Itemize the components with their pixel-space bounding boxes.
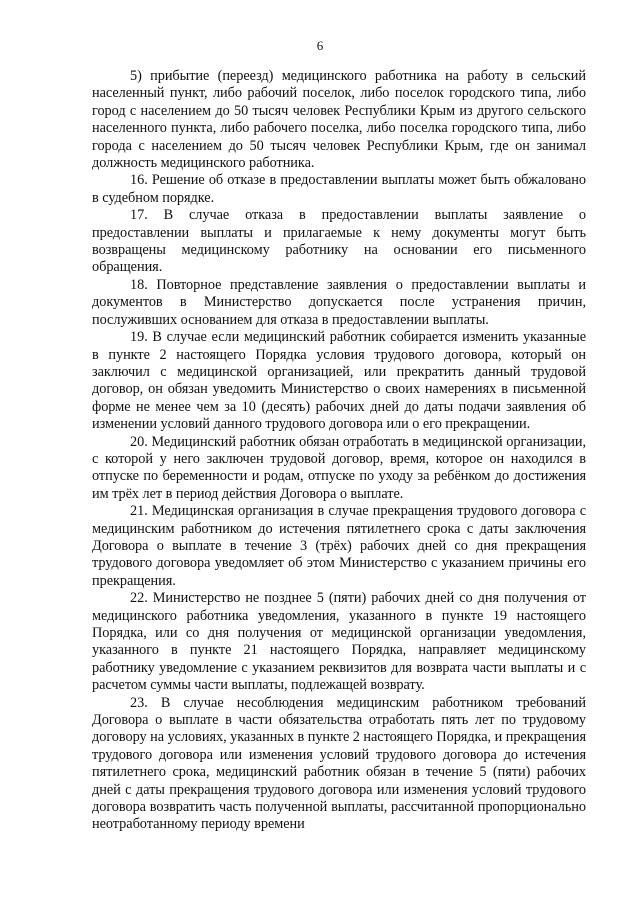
- paragraph-16: 16. Решение об отказе в предоставлении выплаты может быть обжаловано в судебном порядке.: [92, 172, 586, 206]
- document-body: [92, 68, 586, 834]
- paragraph-item-5: 5) прибытие (переезд) медицинского работника на работу в сельский населенный пункт, либо рабочий поселок, либо поселок городского типа, либо город с населением до 50 тысяч человек Республики Крым из другого сельского населенного пункта, либо рабочего поселка, либо поселка городского типа, либо города с населением до 50 тысяч человек Республики Крым, где он занимал должность медицинского работника.: [92, 68, 586, 172]
- paragraph-20: 20. Медицинский работник обязан отработать в медицинской организации, с которой у него заключен трудовой договор, время, которое он находился в отпуске по беременности и родам, отпуске по уходу за ребёнком до достижения им трёх лет в период действия Договора о выплате.: [92, 433, 586, 502]
- paragraph-21: 21. Медицинская организация в случае прекращения трудового договора с медицинским работником до истечения пятилетнего срока с даты заключения Договора о выплате в течение 3 (трёх) рабочих дней со дня прекращения трудового договора уведомляет об этом Министерство с указанием причины его прекращения.: [92, 503, 586, 589]
- paragraph-19: 19. В случае если медицинский работник собирается изменить указанные в пункте 2 настоящего Порядка условия трудового договора, который он заключил с медицинской организацией, или прекратить данный трудовой договор, он обязан уведомить Министерство о своих намерениях в письменной форме не менее чем за 10 (десять) рабочих дней до даты подачи заявления об изменении условий данного трудового договора или о его прекращении.: [92, 329, 586, 433]
- paragraph-22: 22. Министерство не позднее 5 (пяти) рабочих дней со дня получения от медицинского работника уведомления, указанного в пункте 19 настоящего Порядка, или со дня получения от медицинской организации уведомления, указанного в пункте 21 настоящего Порядка, направляет медицинскому работнику уведомление с указанием реквизитов для возврата части выплаты и с расчетом суммы части выплаты, подлежащей возврату.: [92, 590, 586, 694]
- paragraph-23: 23. В случае несоблюдения медицинским работником требований Договора о выплате в части обязательства отработать пять лет по трудовому договору на условиях, указанных в пункте 2 настоящего Порядка, и прекращения трудового договора или изменения условий трудового договора до истечения пятилетнего срока, медицинский работник обязан в течение 5 (пяти) рабочих дней с даты прекращения трудового договора или изменения условий трудового договора возвратить часть полученной выплаты, рассчитанной пропорционально неотработанному периоду времени: [92, 694, 586, 833]
- paragraph-17: 17. В случае отказа в предоставлении выплаты заявление о предоставлении выплаты и прилагаемые к нему документы могут быть возвращены медицинскому работнику на основании его письменного обращения.: [92, 207, 586, 276]
- page-number: 6: [316, 38, 324, 53]
- paragraph-18: 18. Повторное представление заявления о предоставлении выплаты и документов в Министерство допускается после устранения причин, послуживших основанием для отказа в предоставлении выплаты.: [92, 276, 586, 328]
